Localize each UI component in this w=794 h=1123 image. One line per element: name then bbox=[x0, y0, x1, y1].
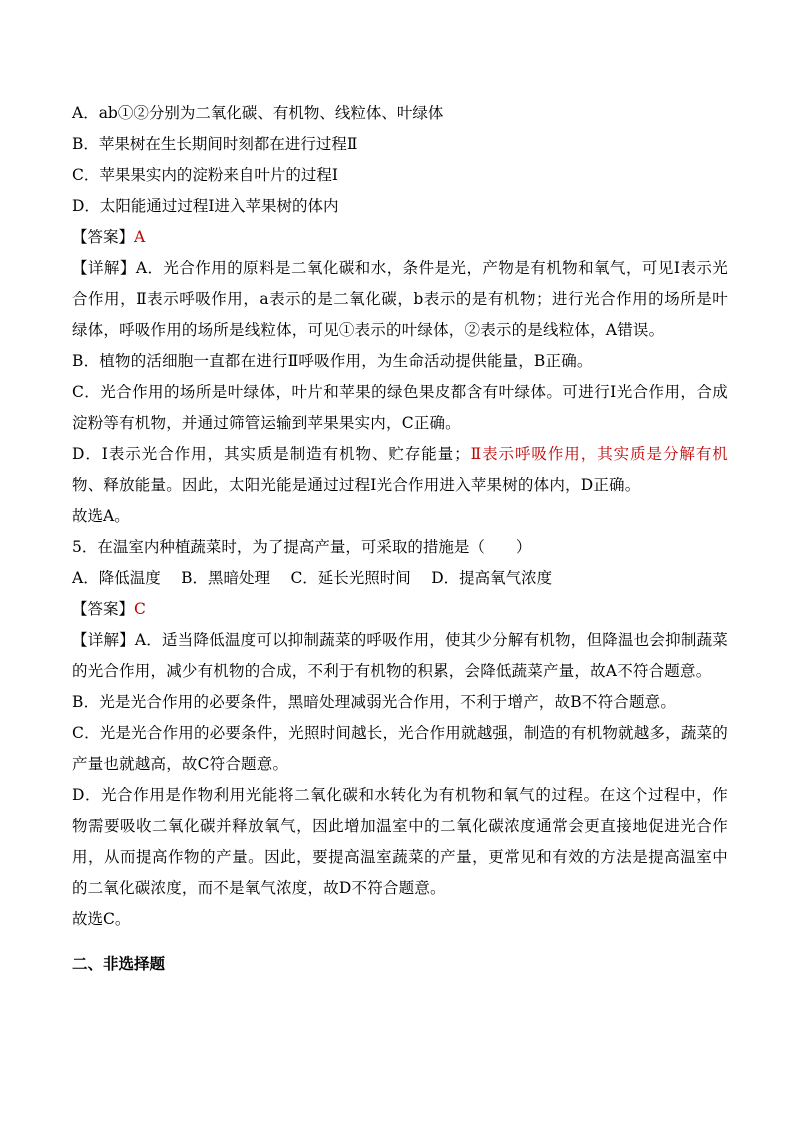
q5-detail-a bbox=[72, 625, 728, 687]
q4-option-a: A．ab①②分别为二氧化碳、有机物、线粒体、叶绿体 bbox=[72, 104, 444, 122]
q4-option-d: D．太阳能通过过程Ⅰ进入苹果树的体内 bbox=[72, 197, 339, 215]
q4-detail-label: 【详解】 bbox=[72, 259, 136, 277]
q5-answer-label: 【答案】 bbox=[72, 600, 135, 618]
q4-detail-b: B．植物的活细胞一直都在进行Ⅱ呼吸作用，为生命活动提供能量，B正确。 bbox=[72, 352, 593, 370]
section-title-non-choice: 二、非选择题 bbox=[72, 955, 166, 973]
q4-detail-d-black2: 物、释放能量。因此，太阳光能是通过过程Ⅰ光合作用进入苹果树的体内，D正确。 bbox=[72, 476, 641, 494]
q4-detail-d-red: Ⅱ表示呼吸作用，其实质是分解有机 bbox=[469, 445, 728, 463]
q5-options: A．降低温度 B．黑暗处理 C．延长光照时间 D．提高氧气浓度 bbox=[72, 569, 553, 587]
q4-conclusion: 故选A。 bbox=[72, 507, 130, 525]
q4-answer-line bbox=[72, 222, 728, 253]
q5-detail-a-text: A．适当降低温度可以抑制蔬菜的呼吸作用，使其少分解有机物，但降温也会抑制蔬菜的光合作用，减少有机物的合成，不利于有机物的积累，会降低蔬菜产量，故A不符合题意。 bbox=[72, 631, 728, 680]
q5-detail-label: 【详解】 bbox=[72, 631, 135, 649]
q5-detail-d: D．光合作用是作物利用光能将二氧化碳和水转化为有机物和氧气的过程。在这个过程中，作物需要吸收二氧化碳并释放氧气，因此增加温室中的二氧化碳浓度通常会更直接地促进光合作用，从而提高作物的产量。因此，要提高温室蔬菜的产量，更常见和有效的方法是提高温室中的二氧化碳浓度，而不是氧气浓度，故D不符合题意。 bbox=[72, 786, 728, 897]
q5-answer-value: C bbox=[134, 600, 146, 618]
q5-conclusion: 故选C。 bbox=[72, 910, 131, 928]
q4-answer-label: 【答案】 bbox=[72, 228, 135, 246]
q4-option-b: B．苹果树在生长期间时刻都在进行过程Ⅱ bbox=[72, 135, 358, 153]
q4-detail-d-black: D．Ⅰ表示光合作用，其实质是制造有机物、贮存能量； bbox=[72, 445, 470, 463]
q4-detail-c: C．光合作用的场所是叶绿体，叶片和苹果的绿色果皮都含有叶绿体。可进行Ⅰ光合作用，合成淀粉等有机物，并通过筛管运输到苹果果实内，C正确。 bbox=[72, 383, 728, 432]
q5-detail-b: B．光是光合作用的必要条件，黑暗处理减弱光合作用，不利于增产，故B不符合题意。 bbox=[72, 693, 677, 711]
q5-detail-c: C．光是光合作用的必要条件，光照时间越长，光合作用就越强，制造的有机物就越多，蔬菜的产量也就越高，故C符合题意。 bbox=[72, 724, 728, 773]
q5-stem: 5．在温室内种植蔬菜时，为了提高产量，可采取的措施是（ ） bbox=[72, 538, 532, 556]
q4-option-c: C．苹果果实内的淀粉来自叶片的过程Ⅰ bbox=[72, 166, 338, 184]
q4-detail-a bbox=[72, 253, 728, 346]
q4-answer-value: A bbox=[134, 228, 146, 246]
q4-detail-a-text: A．光合作用的原料是二氧化碳和水，条件是光，产物是有机物和氧气，可见Ⅰ表示光合作用，Ⅱ表示呼吸作用，a表示的是二氧化碳，b表示的是有机物；进行光合作用的场所是叶绿体，呼吸作用的场所是线粒体，可见①表示的叶绿体，②表示的是线粒体，A错误。 bbox=[72, 259, 728, 339]
document-page bbox=[72, 98, 728, 980]
q5-answer-line bbox=[72, 594, 728, 625]
q4-detail-d bbox=[72, 439, 728, 501]
